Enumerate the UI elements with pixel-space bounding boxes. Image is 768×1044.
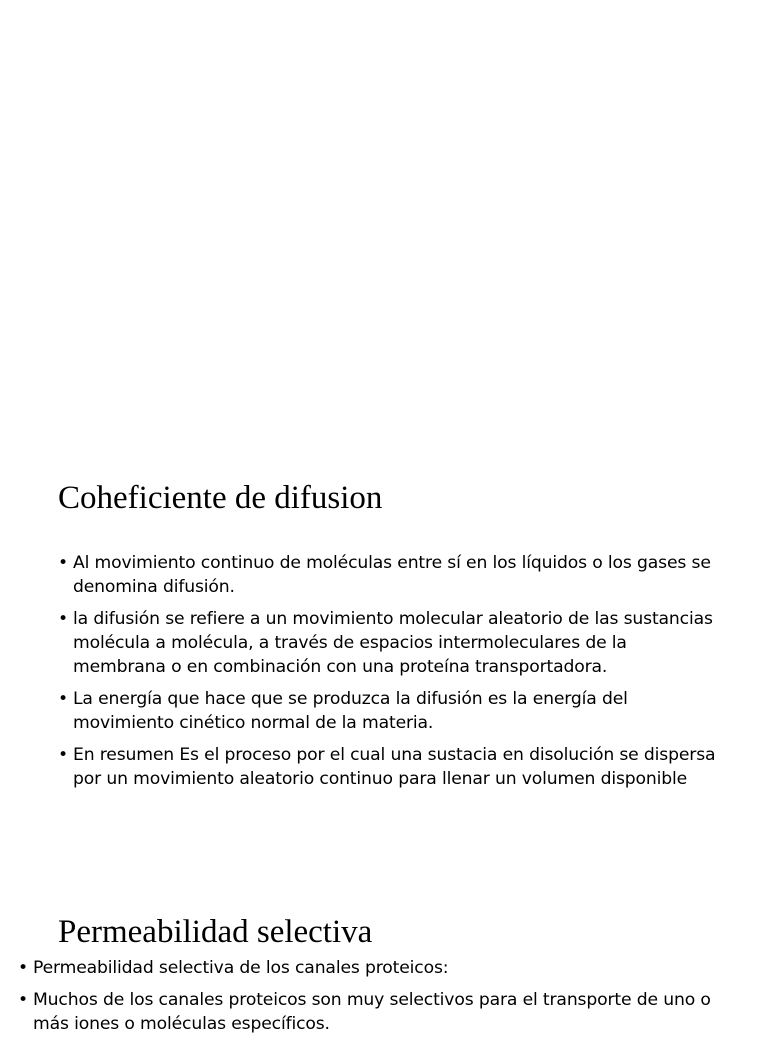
bullet-item	[58, 743, 723, 791]
bullet-text: Al movimiento continuo de moléculas entre sí en los líquidos o los gases se denomina difusión.	[73, 553, 711, 597]
bullet-text: Permeabilidad selectiva de los canales proteicos:	[33, 958, 449, 978]
slide-title: Permeabilidad selectiva	[58, 914, 373, 950]
bullet-item	[58, 687, 723, 735]
bullet-dot: •	[18, 990, 28, 1010]
bullet-text: Muchos de los canales proteicos son muy selectivos para el transporte de uno o más iones o moléculas específicos.	[33, 990, 711, 1034]
bullet-dot: •	[58, 745, 68, 765]
bullet-list	[58, 551, 723, 799]
bullet-list	[18, 956, 723, 1044]
bullet-item	[18, 988, 723, 1036]
bullet-text: La energía que hace que se produzca la difusión es la energía del movimiento cinético normal de la materia.	[73, 689, 628, 733]
slide-permeabilidad-selectiva	[0, 860, 768, 1034]
bullet-dot: •	[58, 689, 68, 709]
bullet-text: la difusión se refiere a un movimiento molecular aleatorio de las sustancias molécula a molécula, a través de espacios intermoleculares de la membrana o en combinación con una proteína transportadora.	[73, 609, 713, 677]
bullet-item	[58, 607, 723, 679]
bullet-item	[58, 551, 723, 599]
bullet-item	[18, 956, 723, 980]
bullet-dot: •	[58, 553, 68, 573]
bullet-dot: •	[58, 609, 68, 629]
bullet-dot: •	[18, 958, 28, 978]
bullet-text: En resumen Es el proceso por el cual una sustacia en disolución se dispersa por un movimiento aleatorio continuo para llenar un volumen disponible	[73, 745, 716, 789]
slide-title: Coheficiente de difusion	[58, 480, 383, 516]
